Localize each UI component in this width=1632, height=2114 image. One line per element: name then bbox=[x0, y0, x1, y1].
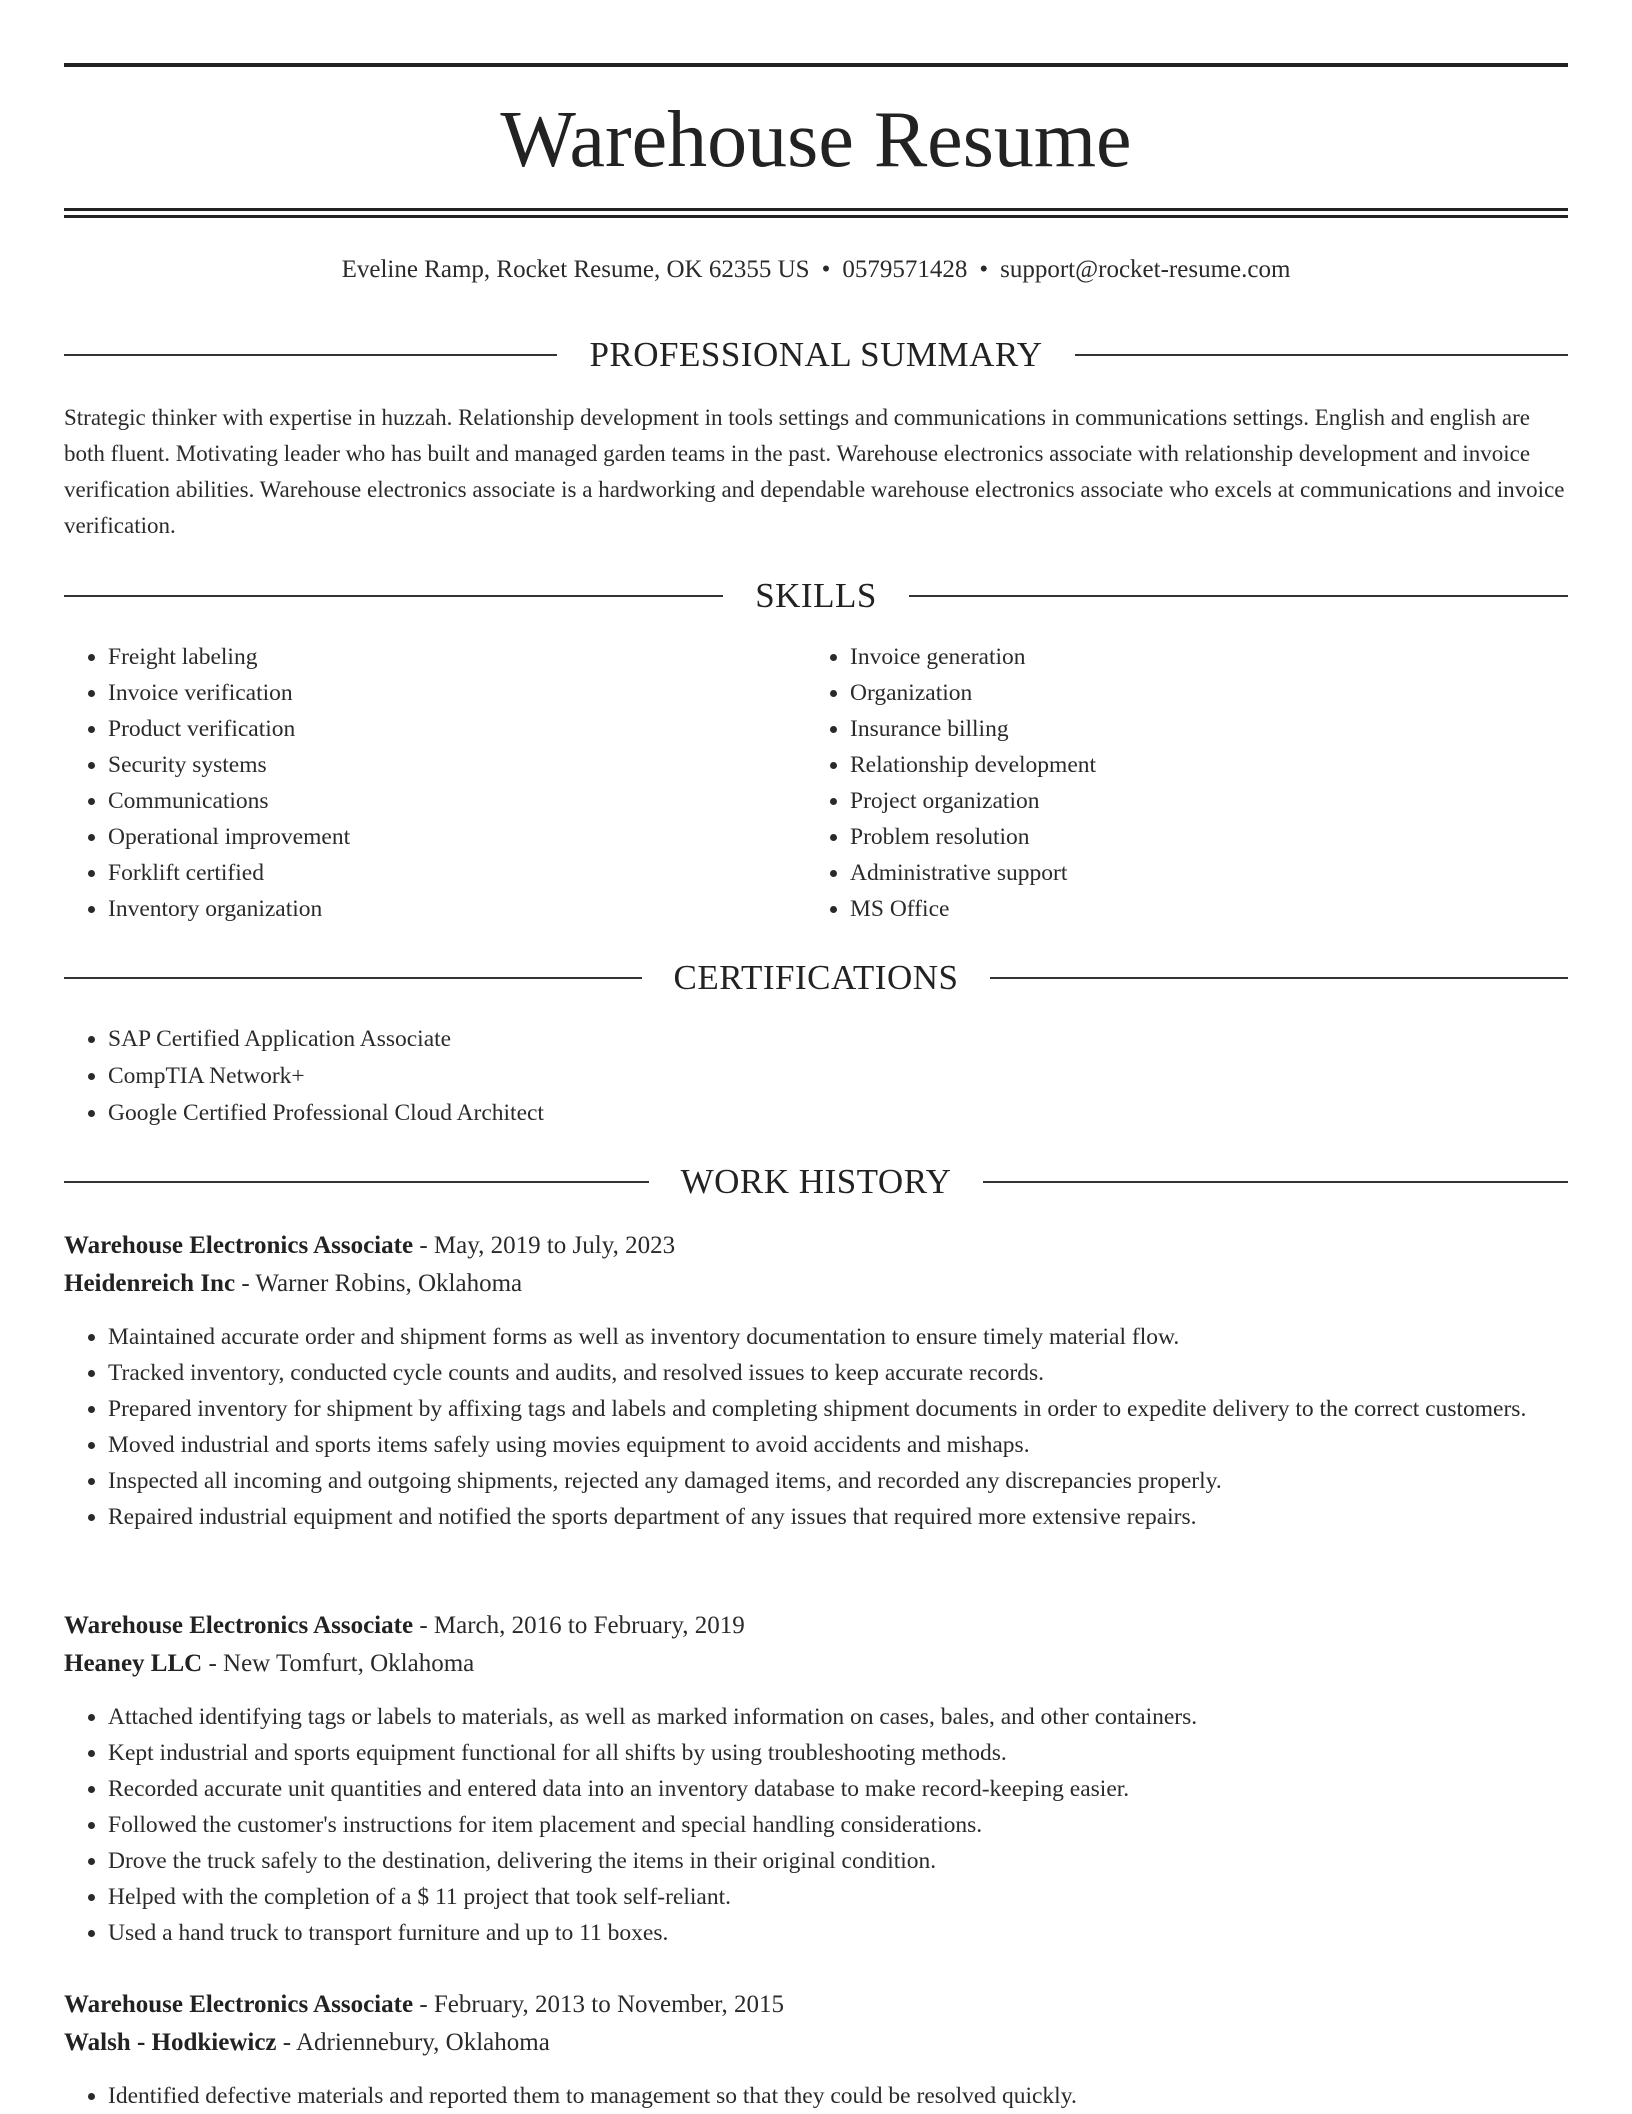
job-bullet: • Identified defective materials and reported them to management so that they could be resolved quickly. bbox=[108, 2078, 1568, 2114]
contact-separator: • bbox=[979, 256, 989, 283]
job-dates: - May, 2019 to July, 2023 bbox=[413, 1232, 676, 1259]
job-location: - Warner Robins, Oklahoma bbox=[235, 1270, 523, 1297]
contact-address: Eveline Ramp, Rocket Resume, OK 62355 US bbox=[341, 256, 810, 283]
certification-item: • SAP Certified Application Associate bbox=[108, 1021, 1568, 1058]
contact-phone: 0579571428 bbox=[842, 256, 968, 283]
skill-item: • Communications bbox=[108, 783, 764, 819]
job-bullet: • Maintained accurate order and shipment forms as well as inventory documentation to ensure timely material flow. bbox=[108, 1319, 1568, 1355]
job-bullets bbox=[64, 1319, 1568, 1535]
certifications-list bbox=[64, 1021, 1568, 1132]
job-title: Warehouse Electronics Associate bbox=[64, 1612, 414, 1639]
job-dates: - March, 2016 to February, 2019 bbox=[413, 1612, 745, 1639]
skill-item: • Organization bbox=[850, 675, 1506, 711]
skill-item: • Security systems bbox=[108, 747, 764, 783]
job-bullet: • Prepared inventory for shipment by affixing tags and labels and completing shipment documents in order to expedite delivery to the correct customers. bbox=[108, 1391, 1568, 1427]
header-double-rule bbox=[64, 208, 1568, 218]
skill-item: • Forklift certified bbox=[108, 855, 764, 891]
section-divider bbox=[983, 1181, 1568, 1183]
skills-list-left bbox=[64, 639, 764, 927]
skill-item: • Operational improvement bbox=[108, 819, 764, 855]
skill-item: • Invoice verification bbox=[108, 675, 764, 711]
skill-item: • Insurance billing bbox=[850, 711, 1506, 747]
job-bullet: • Attached identifying tags or labels to materials, as well as marked information on cases, bales, and other containers. bbox=[108, 1699, 1568, 1735]
resume-title: Warehouse Resume bbox=[500, 96, 1132, 184]
header-top-rule bbox=[64, 63, 1568, 67]
skill-item: • Problem resolution bbox=[850, 819, 1506, 855]
skills-list-right bbox=[806, 639, 1506, 927]
job-company: Heidenreich Inc bbox=[64, 1270, 236, 1297]
certifications-section-title: CERTIFICATIONS bbox=[673, 958, 959, 997]
summary-section-title: PROFESSIONAL SUMMARY bbox=[589, 335, 1043, 374]
section-divider bbox=[909, 595, 1568, 597]
job-location: - Adriennebury, Oklahoma bbox=[276, 2029, 550, 2056]
work-section-heading bbox=[64, 1160, 1568, 1204]
section-divider bbox=[64, 1181, 649, 1183]
job-bullet: • Kept industrial and sports equipment functional for all shifts by using troubleshooting methods. bbox=[108, 1735, 1568, 1771]
skill-item: • Invoice generation bbox=[850, 639, 1506, 675]
job-company-line bbox=[64, 1645, 1568, 1683]
certification-item: • Google Certified Professional Cloud Architect bbox=[108, 1095, 1568, 1132]
job-company-line bbox=[64, 2024, 1568, 2062]
job-bullet: • Repaired industrial equipment and notified the sports department of any issues that required more extensive repairs. bbox=[108, 1499, 1568, 1535]
job-entry bbox=[64, 1986, 1568, 2114]
job-title: Warehouse Electronics Associate bbox=[64, 1232, 414, 1259]
job-title-line bbox=[64, 1607, 1568, 1645]
skill-item: • Product verification bbox=[108, 711, 764, 747]
section-divider bbox=[990, 977, 1568, 979]
job-title: Warehouse Electronics Associate bbox=[64, 1991, 414, 2018]
job-bullet: • Followed the customer's instructions for item placement and special handling considerations. bbox=[108, 1807, 1568, 1843]
job-bullet: • Inspected all incoming and outgoing shipments, rejected any damaged items, and recorded any discrepancies properly. bbox=[108, 1463, 1568, 1499]
job-bullet: • Tracked inventory, conducted cycle counts and audits, and resolved issues to keep accurate records. bbox=[108, 1355, 1568, 1391]
job-bullet: • Moved industrial and sports items safely using movies equipment to avoid accidents and mishaps. bbox=[108, 1427, 1568, 1463]
section-divider bbox=[64, 354, 557, 356]
job-entry bbox=[64, 1227, 1568, 1535]
job-entry bbox=[64, 1607, 1568, 1951]
skills-column-right bbox=[806, 639, 1506, 927]
contact-separator: • bbox=[821, 256, 831, 283]
certifications-section-heading bbox=[64, 956, 1568, 1000]
job-company: Heaney LLC bbox=[64, 1650, 203, 1677]
skill-item: • Freight labeling bbox=[108, 639, 764, 675]
skills-section-title: SKILLS bbox=[755, 576, 877, 615]
job-dates: - February, 2013 to November, 2015 bbox=[413, 1991, 784, 2018]
contact-email: support@rocket-resume.com bbox=[1000, 256, 1291, 283]
job-title-line bbox=[64, 1986, 1568, 2024]
job-title-line bbox=[64, 1227, 1568, 1265]
skill-item: • MS Office bbox=[850, 891, 1506, 927]
section-divider bbox=[64, 595, 723, 597]
job-location: - New Tomfurt, Oklahoma bbox=[202, 1650, 475, 1677]
skills-column-left bbox=[64, 639, 764, 927]
job-bullets bbox=[64, 2078, 1568, 2114]
summary-section-heading bbox=[64, 333, 1568, 377]
skill-item: • Inventory organization bbox=[108, 891, 764, 927]
certifications-block bbox=[64, 1021, 1568, 1132]
skills-section-heading bbox=[64, 574, 1568, 618]
job-bullet: • Helped with the completion of a $ 11 project that took self-reliant. bbox=[108, 1879, 1568, 1915]
skill-item: • Project organization bbox=[850, 783, 1506, 819]
certification-item: • CompTIA Network+ bbox=[108, 1058, 1568, 1095]
work-section-title: WORK HISTORY bbox=[680, 1162, 952, 1201]
job-bullets bbox=[64, 1699, 1568, 1951]
section-divider bbox=[1075, 354, 1568, 356]
section-divider bbox=[64, 977, 642, 979]
summary-paragraph: Strategic thinker with expertise in huzzah. Relationship development in tools settings and communications in communications settings. English and english are both fluent. Motivating leader who has built and managed garden teams in the past. Warehouse electronics associate with relationship development and invoice verification abilities. Warehouse electronics associate is a hardworking and dependable warehouse electronics associate who excels at communications and invoice verification. bbox=[64, 405, 1565, 538]
job-bullet: • Drove the truck safely to the destination, delivering the items in their original condition. bbox=[108, 1843, 1568, 1879]
job-company: Walsh - Hodkiewicz bbox=[64, 2029, 277, 2056]
contact-line bbox=[64, 253, 1568, 287]
job-company-line bbox=[64, 1265, 1568, 1303]
job-bullet: • Used a hand truck to transport furniture and up to 11 boxes. bbox=[108, 1915, 1568, 1951]
skill-item: • Relationship development bbox=[850, 747, 1506, 783]
skill-item: • Administrative support bbox=[850, 855, 1506, 891]
job-bullet: • Recorded accurate unit quantities and entered data into an inventory database to make record-keeping easier. bbox=[108, 1771, 1568, 1807]
